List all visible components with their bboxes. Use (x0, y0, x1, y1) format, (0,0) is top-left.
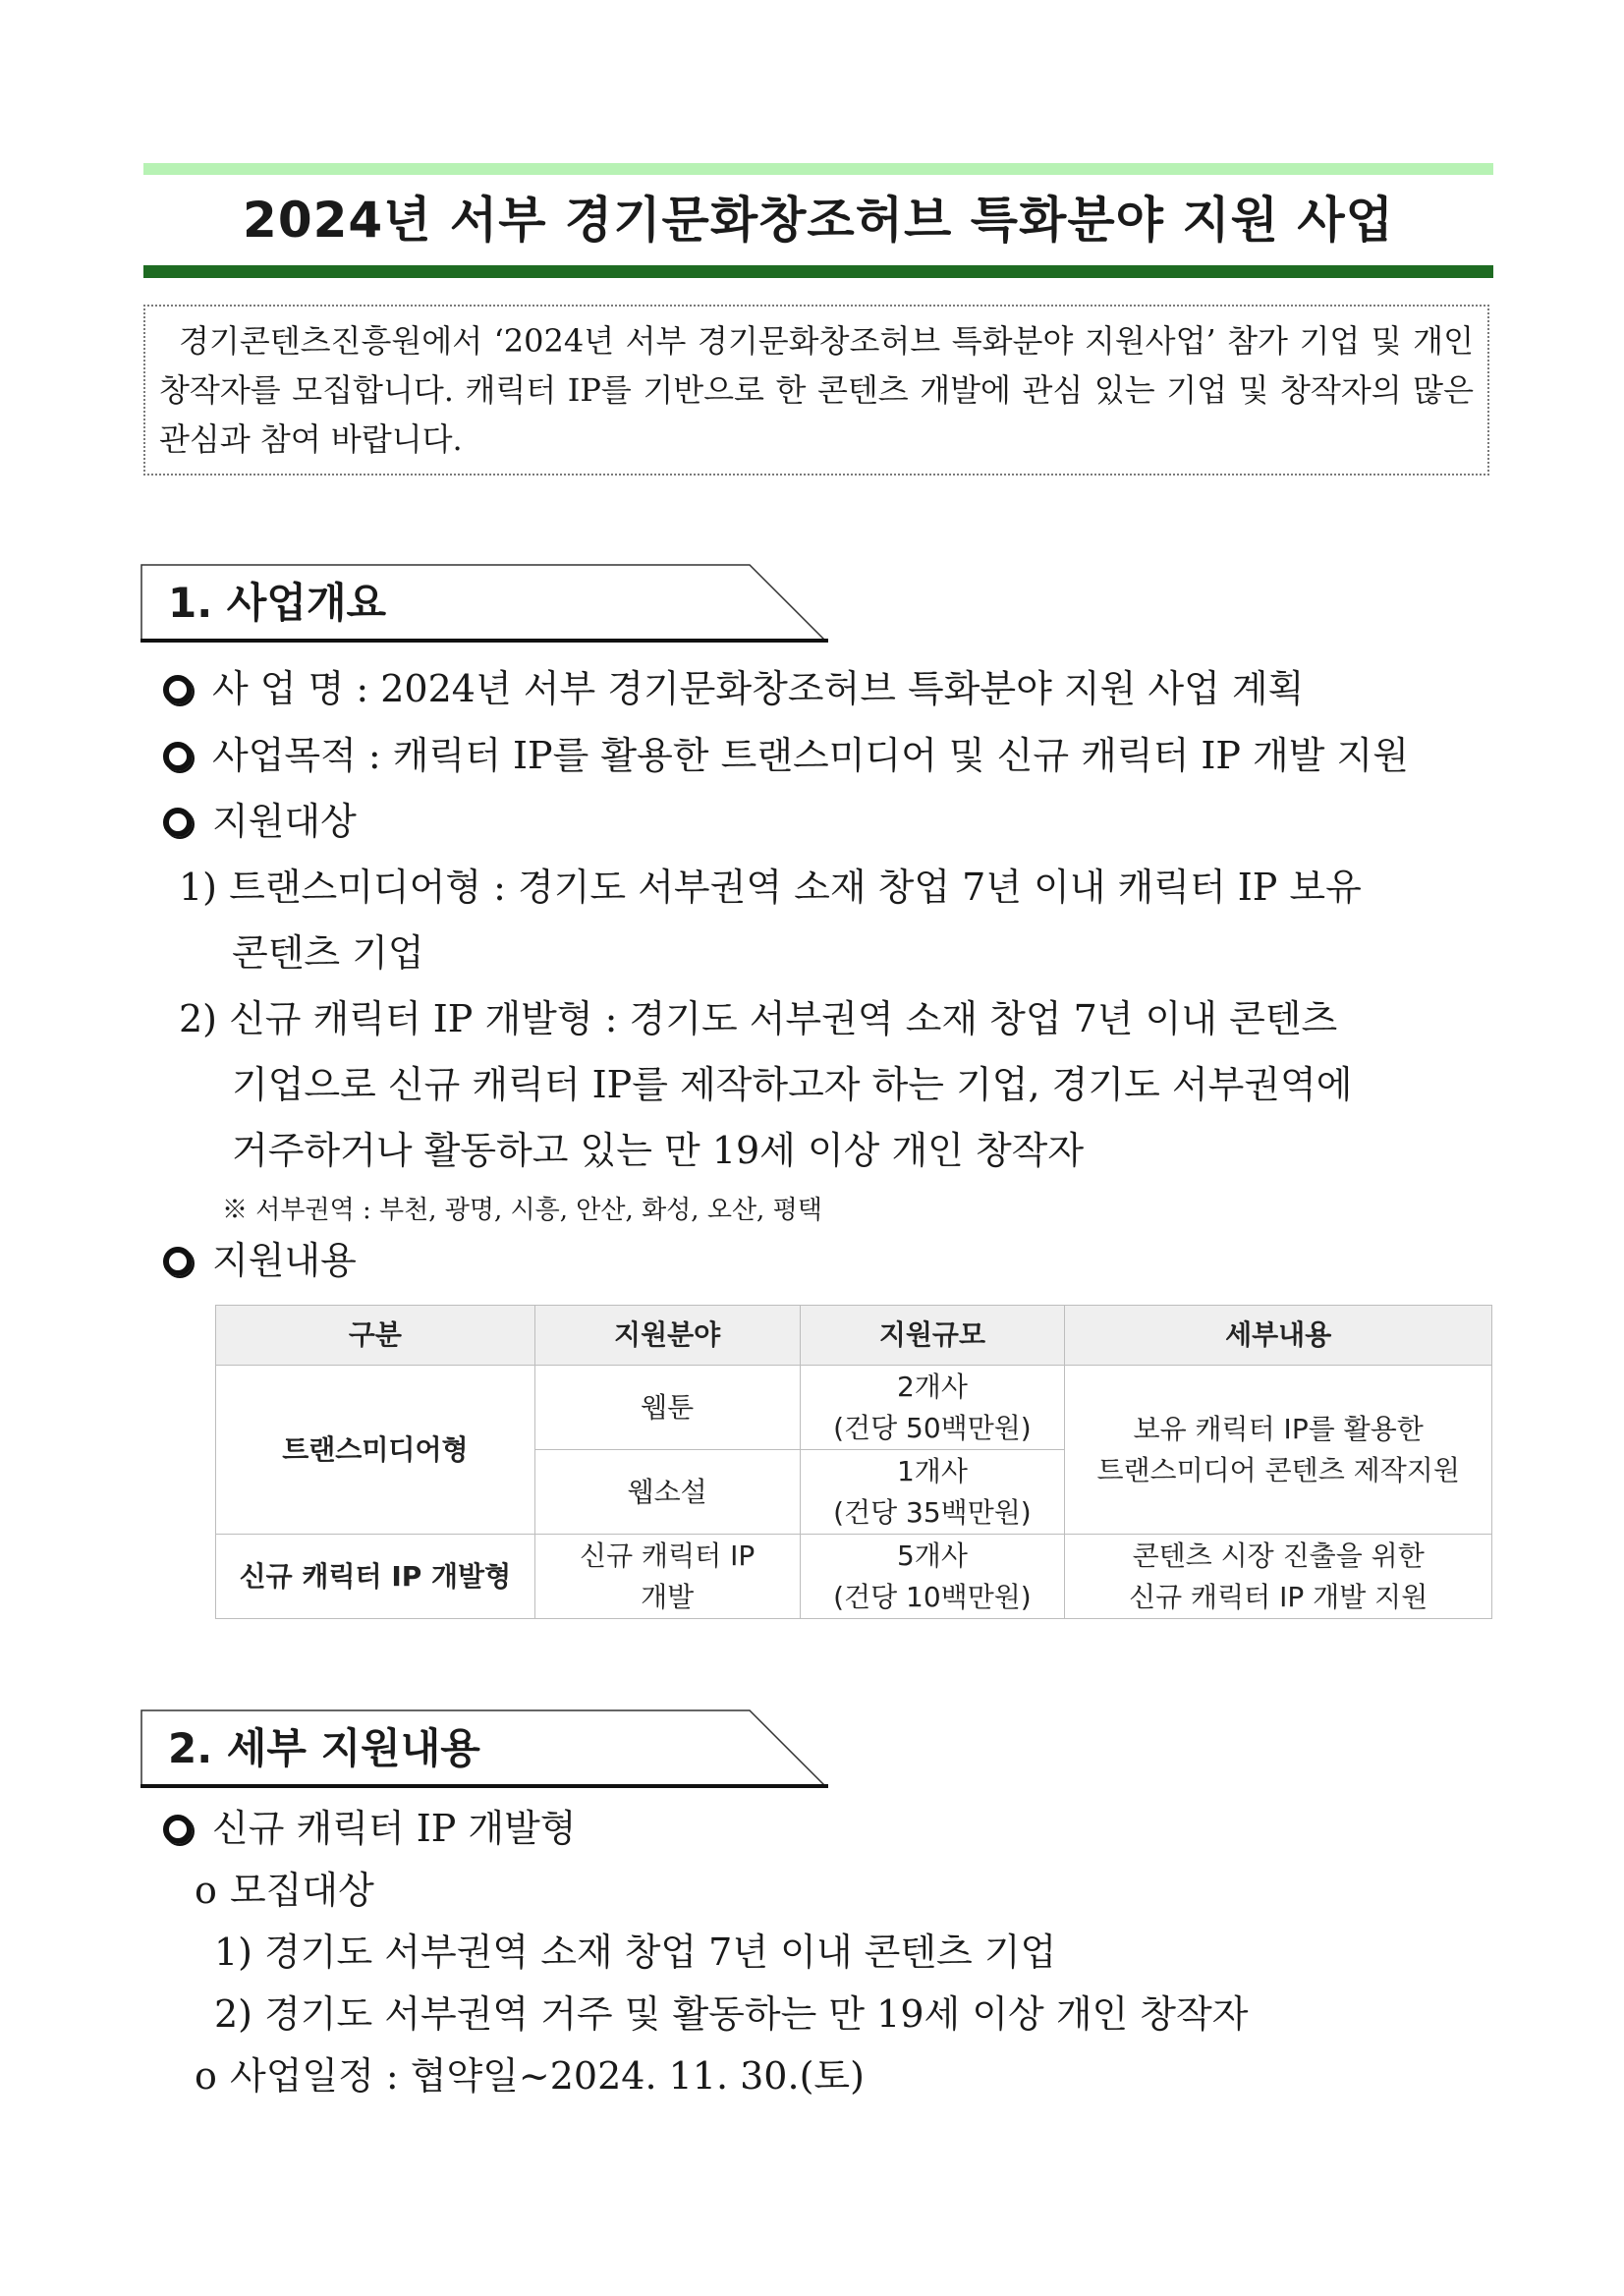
table-row (216, 1535, 1492, 1619)
circle-bullet-icon (163, 675, 193, 704)
intro-text: 경기콘텐츠진흥원에서 ‘2024년 서부 경기문화창조허브 특화분야 지원사업’ 참가 기업 및 개인 창작자를 모집합니다. 캐릭터 IP를 기반으로 한 콘텐츠 개발에 관심 있는 기업 및 창작자의 많은 관심과 참여 바랍니다. (159, 322, 1474, 458)
section2-heading (140, 1709, 828, 1788)
circle-bullet-icon (163, 1815, 193, 1844)
circle-bullet-icon (163, 808, 193, 837)
recruit-heading: o 모집대상 (195, 1860, 374, 1921)
section2-title: 2. 세부 지원내용 (168, 1724, 480, 1772)
support-table (215, 1305, 1492, 1619)
recruit-item: 1) 경기도 서부권역 소재 창업 7년 이내 콘텐츠 기업 (214, 1931, 1057, 1974)
o-bullet-icon: o (195, 1869, 217, 1912)
table-header-row (216, 1306, 1492, 1366)
table-header-cell: 지원분야 (534, 1306, 800, 1366)
table-header-cell: 세부내용 (1065, 1306, 1492, 1366)
page-title: 2024년 서부 경기문화창조허브 특화분야 지원 사업 (243, 192, 1394, 249)
title-bottom-bar (143, 265, 1493, 278)
o-bullet-icon: o (195, 2054, 217, 2098)
circle-bullet-icon (163, 1247, 193, 1276)
intro-box (143, 305, 1489, 476)
schedule-line: o 사업일정 : 협약일~2024. 11. 30.(토) (195, 2045, 865, 2106)
field-cell: 신규 캐릭터 IP 개발 (534, 1535, 800, 1619)
target-newip-line1: 2) 신규 캐릭터 IP 개발형 : 경기도 서부권역 소재 창업 7년 이내 콘텐츠 (179, 997, 1338, 1040)
field-cell: 웹툰 (534, 1366, 800, 1450)
target-newip-line3: 거주하거나 활동하고 있는 만 19세 이상 개인 창작자 (232, 1129, 1085, 1172)
target-transmedia-line2: 콘텐츠 기업 (232, 931, 424, 975)
category-cell: 트랜스미디어형 (216, 1366, 535, 1535)
target-transmedia-line1: 1) 트랜스미디어형 : 경기도 서부권역 소재 창업 7년 이내 캐릭터 IP 보유 (179, 866, 1362, 909)
overview-item-name: 사 업 명 : 2024년 서부 경기문화창조허브 특화분야 지원 사업 계획 (163, 656, 1304, 721)
title-top-bar (143, 163, 1493, 175)
region-note: ※ 서부권역 : 부천, 광명, 시흥, 안산, 화성, 오산, 평택 (222, 1196, 822, 1225)
section1-title: 1. 사업개요 (168, 579, 387, 627)
scale-cell: 5개사 (건당 10백만원) (800, 1535, 1065, 1619)
detail-cell: 콘텐츠 시장 진출을 위한 신규 캐릭터 IP 개발 지원 (1065, 1535, 1492, 1619)
overview-item-purpose: 사업목적 : 캐릭터 IP를 활용한 트랜스미디어 및 신규 캐릭터 IP 개발 지원 (163, 723, 1409, 788)
section1-heading (140, 564, 828, 643)
detail-cell: 보유 캐릭터 IP를 활용한 트랜스미디어 콘텐츠 제작지원 (1065, 1366, 1492, 1535)
category-cell: 신규 캐릭터 IP 개발형 (216, 1535, 535, 1619)
scale-cell: 2개사 (건당 50백만원) (800, 1366, 1065, 1450)
scale-cell: 1개사 (건당 35백만원) (800, 1450, 1065, 1535)
support-heading: 지원내용 (163, 1228, 357, 1293)
target-newip-line2: 기업으로 신규 캐릭터 IP를 제작하고자 하는 기업, 경기도 서부권역에 (232, 1063, 1353, 1106)
table-header-cell: 구분 (216, 1306, 535, 1366)
overview-item-target: 지원대상 (163, 789, 357, 854)
recruit-item: 2) 경기도 서부권역 거주 및 활동하는 만 19세 이상 개인 창작자 (214, 1992, 1249, 2036)
newip-subheading: 신규 캐릭터 IP 개발형 (163, 1796, 576, 1861)
field-cell: 웹소설 (534, 1450, 800, 1535)
table-header-cell: 지원규모 (800, 1306, 1065, 1366)
circle-bullet-icon (163, 742, 193, 771)
table-row (216, 1366, 1492, 1450)
